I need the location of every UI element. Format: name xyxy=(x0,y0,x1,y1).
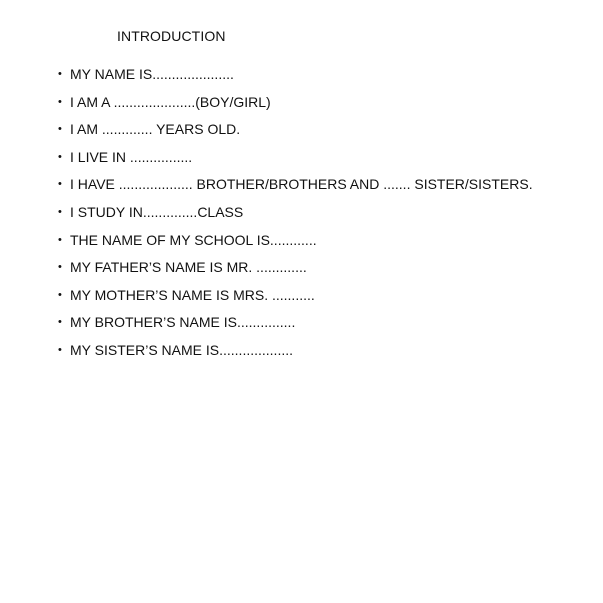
list-item xyxy=(58,311,533,339)
bullet-icon: • xyxy=(58,95,62,108)
list-item xyxy=(58,284,533,312)
list-item-text: I AM ............. YEARS OLD. xyxy=(70,121,241,138)
bullet-icon: • xyxy=(58,316,62,329)
bullet-icon: • xyxy=(58,178,62,191)
list-item xyxy=(58,339,533,367)
bullet-icon: • xyxy=(58,233,62,246)
list-item xyxy=(58,63,533,91)
list-item-text: MY FATHER’S NAME IS MR. ............. xyxy=(70,259,307,276)
bullet-icon: • xyxy=(58,343,62,356)
list-item-text: I HAVE ................... BROTHER/BROTHERS AND ....... SISTER/SISTERS. xyxy=(70,176,533,193)
bullet-icon: • xyxy=(58,261,62,274)
list-item-text: MY NAME IS..................... xyxy=(70,66,234,82)
bullet-icon: • xyxy=(58,205,62,218)
list-item-text: I STUDY IN..............CLASS xyxy=(70,203,244,220)
list-item xyxy=(58,91,533,119)
list-item-text: MY MOTHER’S NAME IS MRS. ........... xyxy=(70,286,315,303)
list-item-text: MY BROTHER’S NAME IS............... xyxy=(70,314,296,331)
list-item-text: I AM A .....................(BOY/GIRL) xyxy=(70,93,271,110)
bullet-icon: • xyxy=(58,288,62,301)
list-item xyxy=(58,173,533,201)
list-item xyxy=(58,118,533,146)
bullet-icon: • xyxy=(58,150,62,163)
introduction-list xyxy=(58,63,533,367)
list-item xyxy=(58,146,533,174)
bullet-icon: • xyxy=(58,123,62,136)
list-item xyxy=(58,201,533,229)
list-item-text: THE NAME OF MY SCHOOL IS............ xyxy=(70,231,317,248)
list-item-text: MY SISTER’S NAME IS................... xyxy=(70,341,294,358)
list-item xyxy=(58,229,533,257)
list-item xyxy=(58,256,533,284)
page-title: INTRODUCTION xyxy=(117,28,226,44)
bullet-icon: • xyxy=(58,68,62,80)
list-item-text: I LIVE IN ................ xyxy=(70,148,193,165)
